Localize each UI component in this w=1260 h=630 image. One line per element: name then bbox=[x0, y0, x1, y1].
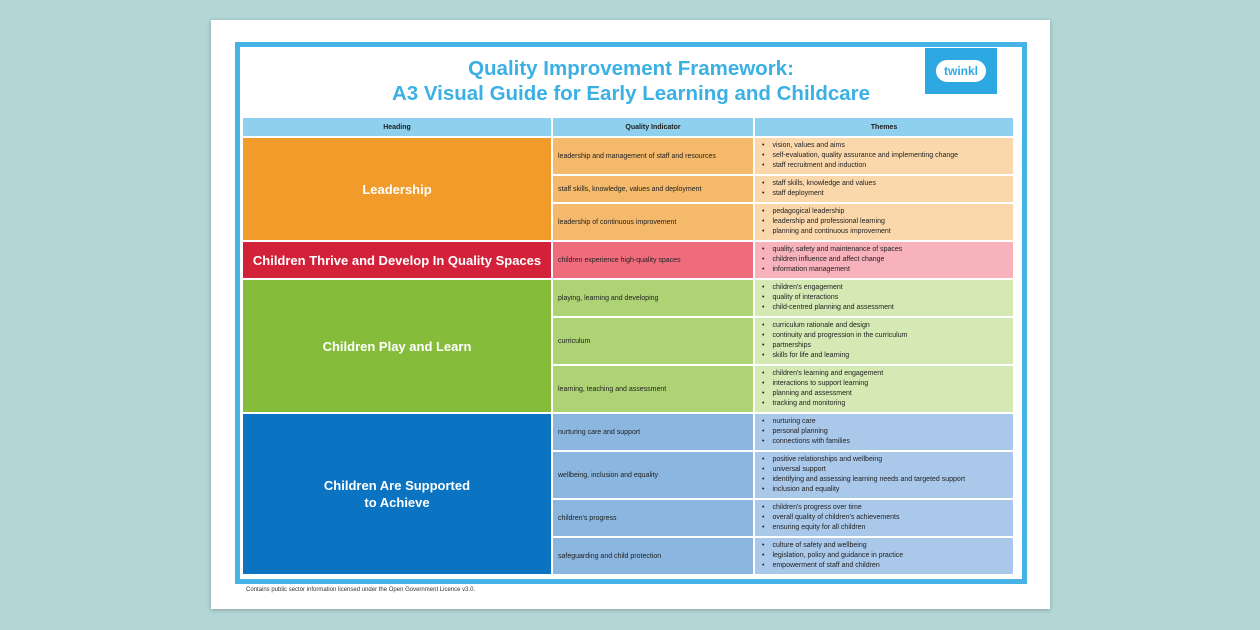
theme-item: • culture of safety and wellbeing bbox=[762, 541, 1013, 551]
theme-item: • ensuring equity for all children bbox=[762, 523, 1013, 533]
themes-cell bbox=[755, 138, 1013, 174]
theme-item: • continuity and progression in the curriculum bbox=[762, 331, 1013, 341]
section-heading-supported bbox=[243, 414, 551, 574]
theme-item: • nurturing care bbox=[762, 417, 1013, 427]
section-heading-quality-spaces: Children Thrive and Develop In Quality Spaces bbox=[243, 242, 551, 278]
poster-sheet bbox=[211, 20, 1050, 609]
column-header-heading: Heading bbox=[243, 118, 551, 136]
themes-cell bbox=[755, 500, 1013, 536]
indicator-cell: safeguarding and child protection bbox=[553, 538, 753, 574]
theme-item: • staff deployment bbox=[762, 189, 1013, 199]
theme-item: • quality of interactions bbox=[762, 293, 1013, 303]
themes-cell bbox=[755, 176, 1013, 202]
theme-item: • tracking and monitoring bbox=[762, 399, 1013, 409]
heading-line-1: Children Are Supported bbox=[323, 478, 471, 493]
indicator-cell: curriculum bbox=[553, 318, 753, 364]
theme-item: • interactions to support learning bbox=[762, 379, 1013, 389]
indicator-cell: wellbeing, inclusion and equality bbox=[553, 452, 753, 498]
theme-item: • legislation, policy and guidance in practice bbox=[762, 551, 1013, 561]
poster-title bbox=[240, 56, 1022, 106]
theme-item: • empowerment of staff and children bbox=[762, 561, 1013, 571]
themes-cell bbox=[755, 366, 1013, 412]
theme-item: • partnerships bbox=[762, 341, 1013, 351]
poster-frame bbox=[235, 42, 1027, 584]
indicator-cell: children experience high-quality spaces bbox=[553, 242, 753, 278]
theme-item: • leadership and professional learning bbox=[762, 217, 1013, 227]
theme-item: • children influence and affect change bbox=[762, 255, 1013, 265]
section-heading-play-learn: Children Play and Learn bbox=[243, 280, 551, 412]
theme-item: • self-evaluation, quality assurance and implementing change bbox=[762, 151, 1013, 161]
framework-table bbox=[243, 118, 1013, 574]
indicator-cell: nurturing care and support bbox=[553, 414, 753, 450]
theme-item: • connections with families bbox=[762, 437, 1013, 447]
theme-item: • children's learning and engagement bbox=[762, 369, 1013, 379]
indicator-cell: learning, teaching and assessment bbox=[553, 366, 753, 412]
themes-cell bbox=[755, 452, 1013, 498]
themes-cell bbox=[755, 318, 1013, 364]
theme-item: • planning and assessment bbox=[762, 389, 1013, 399]
indicator-cell: staff skills, knowledge, values and deployment bbox=[553, 176, 753, 202]
theme-item: • vision, values and aims bbox=[762, 141, 1013, 151]
theme-item: • identifying and assessing learning needs and targeted support bbox=[762, 475, 1013, 485]
themes-cell bbox=[755, 242, 1013, 278]
theme-item: • staff recruitment and induction bbox=[762, 161, 1013, 171]
themes-cell bbox=[755, 204, 1013, 240]
indicator-cell: children's progress bbox=[553, 500, 753, 536]
themes-cell bbox=[755, 538, 1013, 574]
theme-item: • curriculum rationale and design bbox=[762, 321, 1013, 331]
theme-item: • pedagogical leadership bbox=[762, 207, 1013, 217]
twinkl-logo bbox=[925, 48, 997, 94]
indicator-cell: leadership and management of staff and resources bbox=[553, 138, 753, 174]
theme-item: • child-centred planning and assessment bbox=[762, 303, 1013, 313]
section-heading-leadership: Leadership bbox=[243, 138, 551, 240]
themes-cell bbox=[755, 280, 1013, 316]
theme-item: • personal planning bbox=[762, 427, 1013, 437]
logo-text: twinkl bbox=[936, 60, 986, 82]
theme-item: • universal support bbox=[762, 465, 1013, 475]
column-header-themes: Themes bbox=[755, 118, 1013, 136]
theme-item: • inclusion and equality bbox=[762, 485, 1013, 495]
theme-item: • skills for life and learning bbox=[762, 351, 1013, 361]
theme-item: • children's progress over time bbox=[762, 503, 1013, 513]
indicator-cell: leadership of continuous improvement bbox=[553, 204, 753, 240]
theme-item: • quality, safety and maintenance of spaces bbox=[762, 245, 1013, 255]
theme-item: • staff skills, knowledge and values bbox=[762, 179, 1013, 189]
title-line-2: A3 Visual Guide for Early Learning and Childcare bbox=[391, 82, 871, 105]
themes-cell bbox=[755, 414, 1013, 450]
indicator-cell: playing, learning and developing bbox=[553, 280, 753, 316]
theme-item: • overall quality of children's achievements bbox=[762, 513, 1013, 523]
title-line-1: Quality Improvement Framework: bbox=[468, 57, 794, 80]
licence-footer: Contains public sector information licensed under the Open Government Licence v3.0. bbox=[246, 587, 476, 593]
column-header-indicator: Quality Indicator bbox=[553, 118, 753, 136]
theme-item: • planning and continuous improvement bbox=[762, 227, 1013, 237]
heading-line-2: to Achieve bbox=[364, 495, 430, 510]
theme-item: • children's engagement bbox=[762, 283, 1013, 293]
theme-item: • positive relationships and wellbeing bbox=[762, 455, 1013, 465]
theme-item: • information management bbox=[762, 265, 1013, 275]
